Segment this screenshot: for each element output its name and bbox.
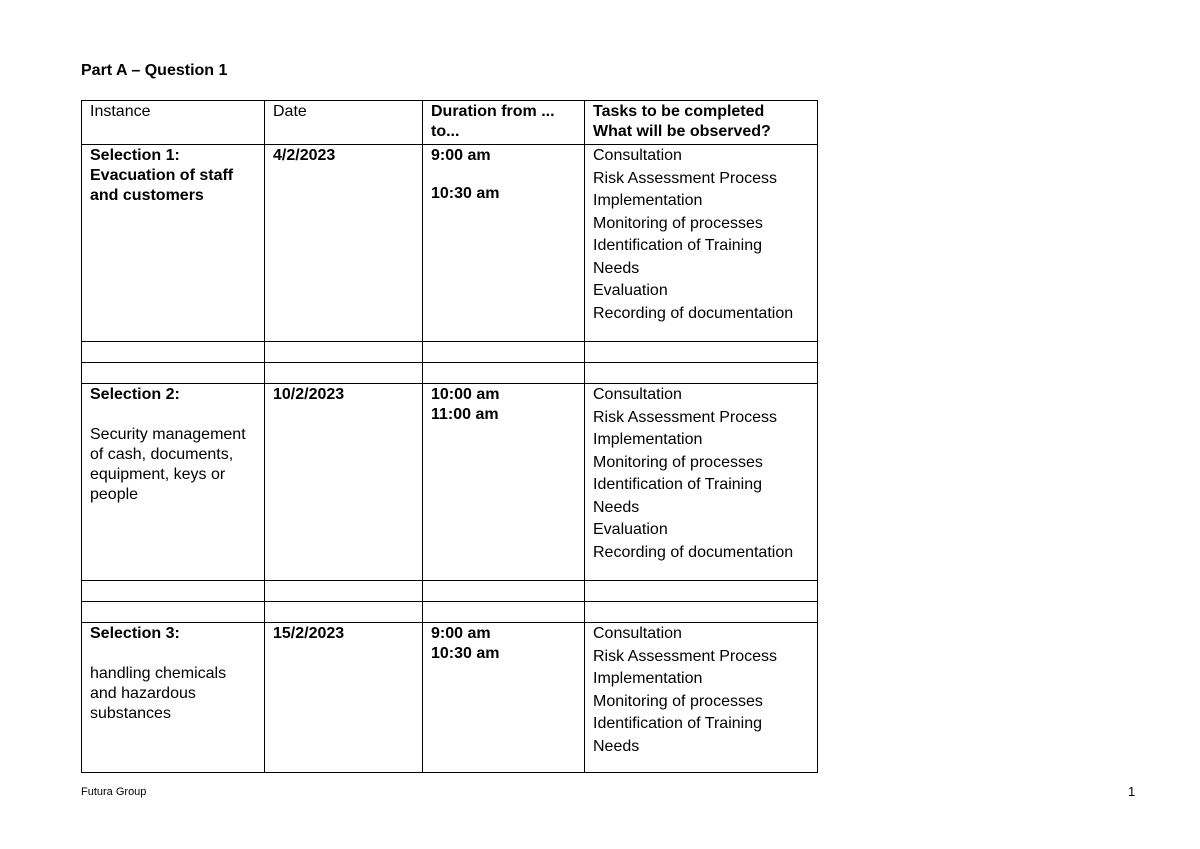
table-header-row	[82, 101, 818, 145]
header-tasks-line1: Tasks to be completed	[593, 103, 765, 120]
task-item: Monitoring of processes	[593, 453, 763, 471]
date-cell: 15/2/2023	[265, 623, 423, 773]
task-item: Monitoring of processes	[593, 692, 763, 710]
instance-description: Security management of cash, documents, equipment, keys or people	[90, 426, 246, 503]
date-cell: 4/2/2023	[265, 145, 423, 342]
task-item: Implementation	[593, 192, 703, 209]
task-item: Risk Assessment Process	[593, 647, 778, 665]
task-item: Monitoring of processes	[593, 214, 763, 232]
page-heading: Part A – Question 1	[81, 62, 228, 79]
time-to: 10:30 am	[431, 185, 500, 202]
task-item: Consultation	[593, 386, 682, 403]
task-item: Evaluation	[593, 282, 668, 299]
time-to: 11:00 am	[431, 406, 499, 423]
task-item: Consultation	[593, 625, 682, 642]
task-item: Evaluation	[593, 521, 668, 538]
task-item: Risk Assessment Process	[593, 169, 778, 187]
schedule-table	[81, 100, 818, 773]
blank-row	[82, 602, 818, 623]
task-item: Recording of documentation	[593, 543, 794, 561]
duration-cell	[423, 145, 585, 342]
duration-cell	[423, 384, 585, 581]
header-date: Date	[265, 101, 423, 145]
task-item: Risk Assessment Process	[593, 408, 778, 426]
task-item: Identification of Training Needs	[593, 237, 762, 277]
header-instance: Instance	[82, 101, 265, 145]
task-item: Consultation	[593, 147, 682, 164]
task-item: Identification of Training Needs	[593, 476, 762, 516]
table-row	[82, 623, 818, 773]
duration-cell	[423, 623, 585, 773]
task-item: Identification of Training Needs	[593, 715, 762, 755]
instance-cell	[82, 623, 265, 773]
instance-cell	[82, 384, 265, 581]
blank-row	[82, 581, 818, 602]
time-from: 9:00 am	[431, 625, 491, 642]
task-item: Recording of documentation	[593, 304, 794, 322]
header-duration: Duration from ... to...	[423, 101, 585, 145]
page-number: 1	[1128, 784, 1136, 799]
tasks-cell	[585, 145, 818, 342]
footer-company: Futura Group	[81, 786, 147, 798]
date-cell: 10/2/2023	[265, 384, 423, 581]
table-row	[82, 145, 818, 342]
blank-row	[82, 363, 818, 384]
blank-row	[82, 342, 818, 363]
tasks-cell	[585, 384, 818, 581]
instance-title: Selection 2:	[90, 386, 180, 403]
time-to: 10:30 am	[431, 645, 500, 662]
header-tasks	[585, 101, 818, 145]
header-tasks-line2: What will be observed?	[593, 123, 771, 140]
instance-description: handling chemicals and hazardous substances	[90, 665, 227, 722]
tasks-cell	[585, 623, 818, 773]
task-item: Implementation	[593, 431, 703, 448]
task-item: Implementation	[593, 670, 703, 687]
instance-cell	[82, 145, 265, 342]
table-row	[82, 384, 818, 581]
instance-title: Selection 3:	[90, 625, 180, 642]
instance-title: Selection 1: Evacuation of staff and customers	[90, 147, 234, 204]
time-from: 10:00 am	[431, 386, 500, 403]
time-from: 9:00 am	[431, 147, 491, 164]
